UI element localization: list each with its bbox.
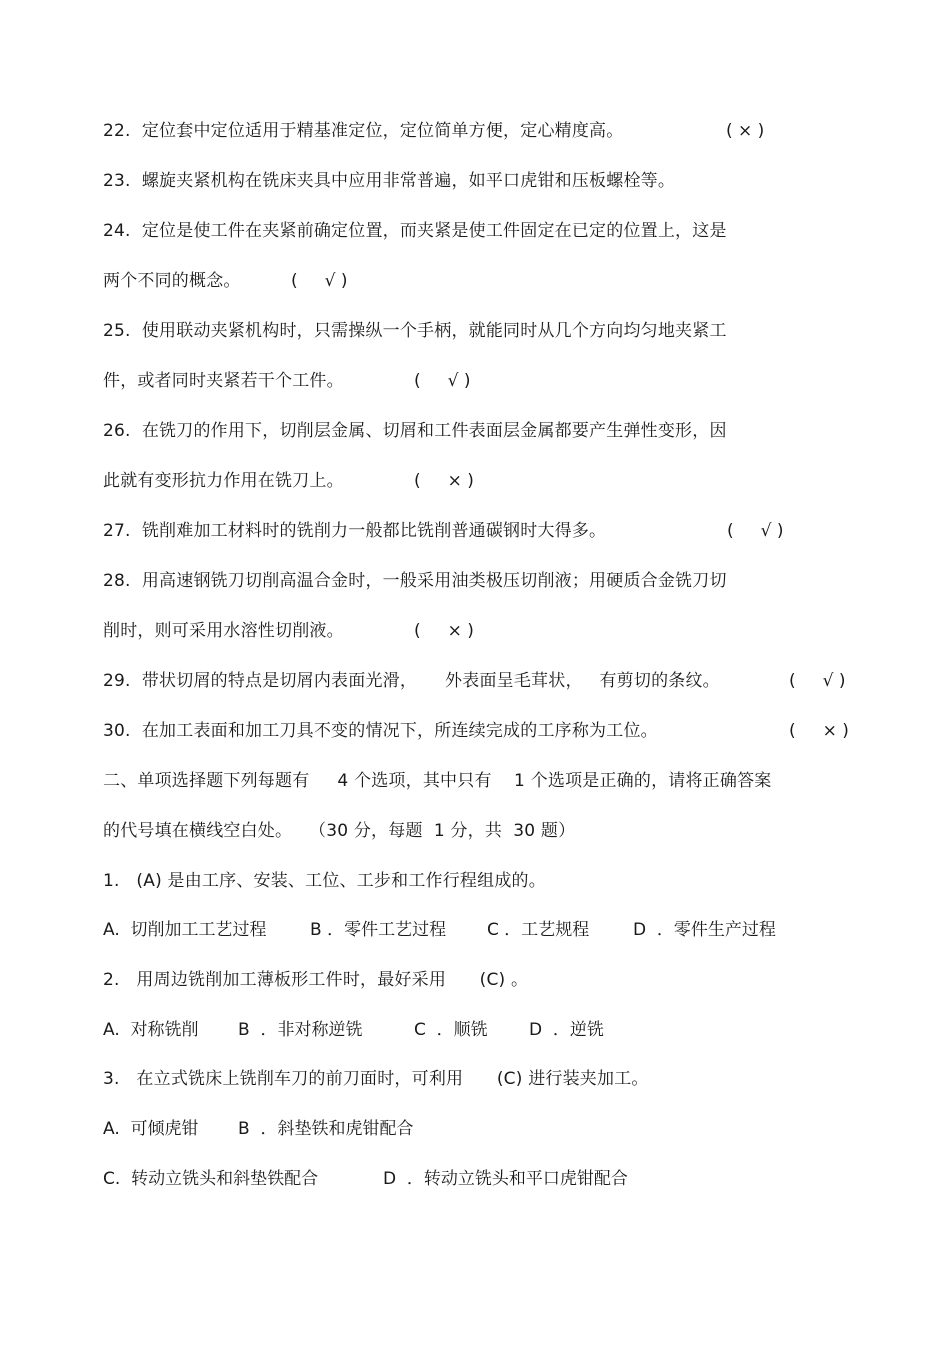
question-24-text-line1: 24. 定位是使工件在夹紧前确定位置，而夹紧是使工件固定在已定的位置上，这是 <box>103 221 727 241</box>
question-30-answer: ( × ) <box>789 721 849 741</box>
choice-2-stem: 2. 用周边铣削加工薄板形工件时，最好采用 (C) 。 <box>103 970 529 990</box>
question-26-answer: ( × ) <box>414 471 474 491</box>
question-28-answer: ( × ) <box>414 621 474 641</box>
question-25-text-line1: 25. 使用联动夹紧机构时，只需操纵一个手柄，就能同时从几个方向均匀地夹紧工 <box>103 321 727 341</box>
question-22-answer: ( × ) <box>726 121 765 141</box>
choice-1-option-b: B ．零件工艺过程 <box>310 920 447 940</box>
choice-2-option-c: C ．顺铣 <box>414 1020 488 1040</box>
choice-3-option-d: D ．转动立铣头和平口虎钳配合 <box>383 1169 628 1189</box>
section-2-heading-line2: 的代号填在横线空白处。 （30 分，每题 1 分，共 30 题） <box>103 821 576 841</box>
choice-3-stem: 3. 在立式铣床上铣削车刀的前刀面时，可利用 (C) 进行装夹加工。 <box>103 1069 649 1089</box>
choice-1-option-d: D ．零件生产过程 <box>633 920 776 940</box>
question-25-answer: ( √ ) <box>414 371 471 391</box>
choice-2-option-d: D ．逆铣 <box>529 1020 604 1040</box>
question-28-text-line1: 28. 用高速钢铣刀切削高温合金时，一般采用油类极压切削液；用硬质合金铣刀切 <box>103 571 727 591</box>
choice-3-option-b: B ．斜垫铁和虎钳配合 <box>238 1119 414 1139</box>
choice-1-option-a: A. 切削加工工艺过程 <box>103 920 267 940</box>
choice-1-stem: 1. (A) 是由工序、安装、工位、工步和工作行程组成的。 <box>103 871 546 891</box>
question-26-text-line1: 26. 在铣刀的作用下，切削层金属、切屑和工件表面层金属都要产生弹性变形，因 <box>103 421 727 441</box>
question-29-answer: ( √ ) <box>789 671 846 691</box>
question-25-text-line2: 件，或者同时夹紧若干个工件。 <box>103 371 344 391</box>
question-24-text-line2: 两个不同的概念。 <box>103 271 241 291</box>
choice-1-option-c: C ．工艺规程 <box>487 920 590 940</box>
question-24-answer: ( √ ) <box>291 271 348 291</box>
section-2-heading-line1: 二、单项选择题下列每题有 4 个选项，其中只有 1 个选项是正确的，请将正确答案 <box>103 771 772 791</box>
choice-2-option-a: A. 对称铣削 <box>103 1020 199 1040</box>
choice-3-option-c: C. 转动立铣头和斜垫铁配合 <box>103 1169 319 1189</box>
choice-2-option-b: B ．非对称逆铣 <box>238 1020 363 1040</box>
question-27-text: 27. 铣削难加工材料时的铣削力一般都比铣削普通碳钢时大得多。 <box>103 521 607 541</box>
question-26-text-line2: 此就有变形抗力作用在铣刀上。 <box>103 471 344 491</box>
question-22-text: 22. 定位套中定位适用于精基准定位，定位简单方便，定心精度高。 <box>103 121 624 141</box>
question-27-answer: ( √ ) <box>727 521 784 541</box>
question-30-text: 30. 在加工表面和加工刀具不变的情况下，所连续完成的工序称为工位。 <box>103 721 658 741</box>
question-23-text: 23. 螺旋夹紧机构在铣床夹具中应用非常普遍，如平口虎钳和压板螺栓等。 <box>103 171 676 191</box>
question-28-text-line2: 削时，则可采用水溶性切削液。 <box>103 621 344 641</box>
question-29-text: 29. 带状切屑的特点是切屑内表面光滑， 外表面呈毛茸状， 有剪切的条纹。 <box>103 671 720 691</box>
choice-3-option-a: A. 可倾虎钳 <box>103 1119 199 1139</box>
